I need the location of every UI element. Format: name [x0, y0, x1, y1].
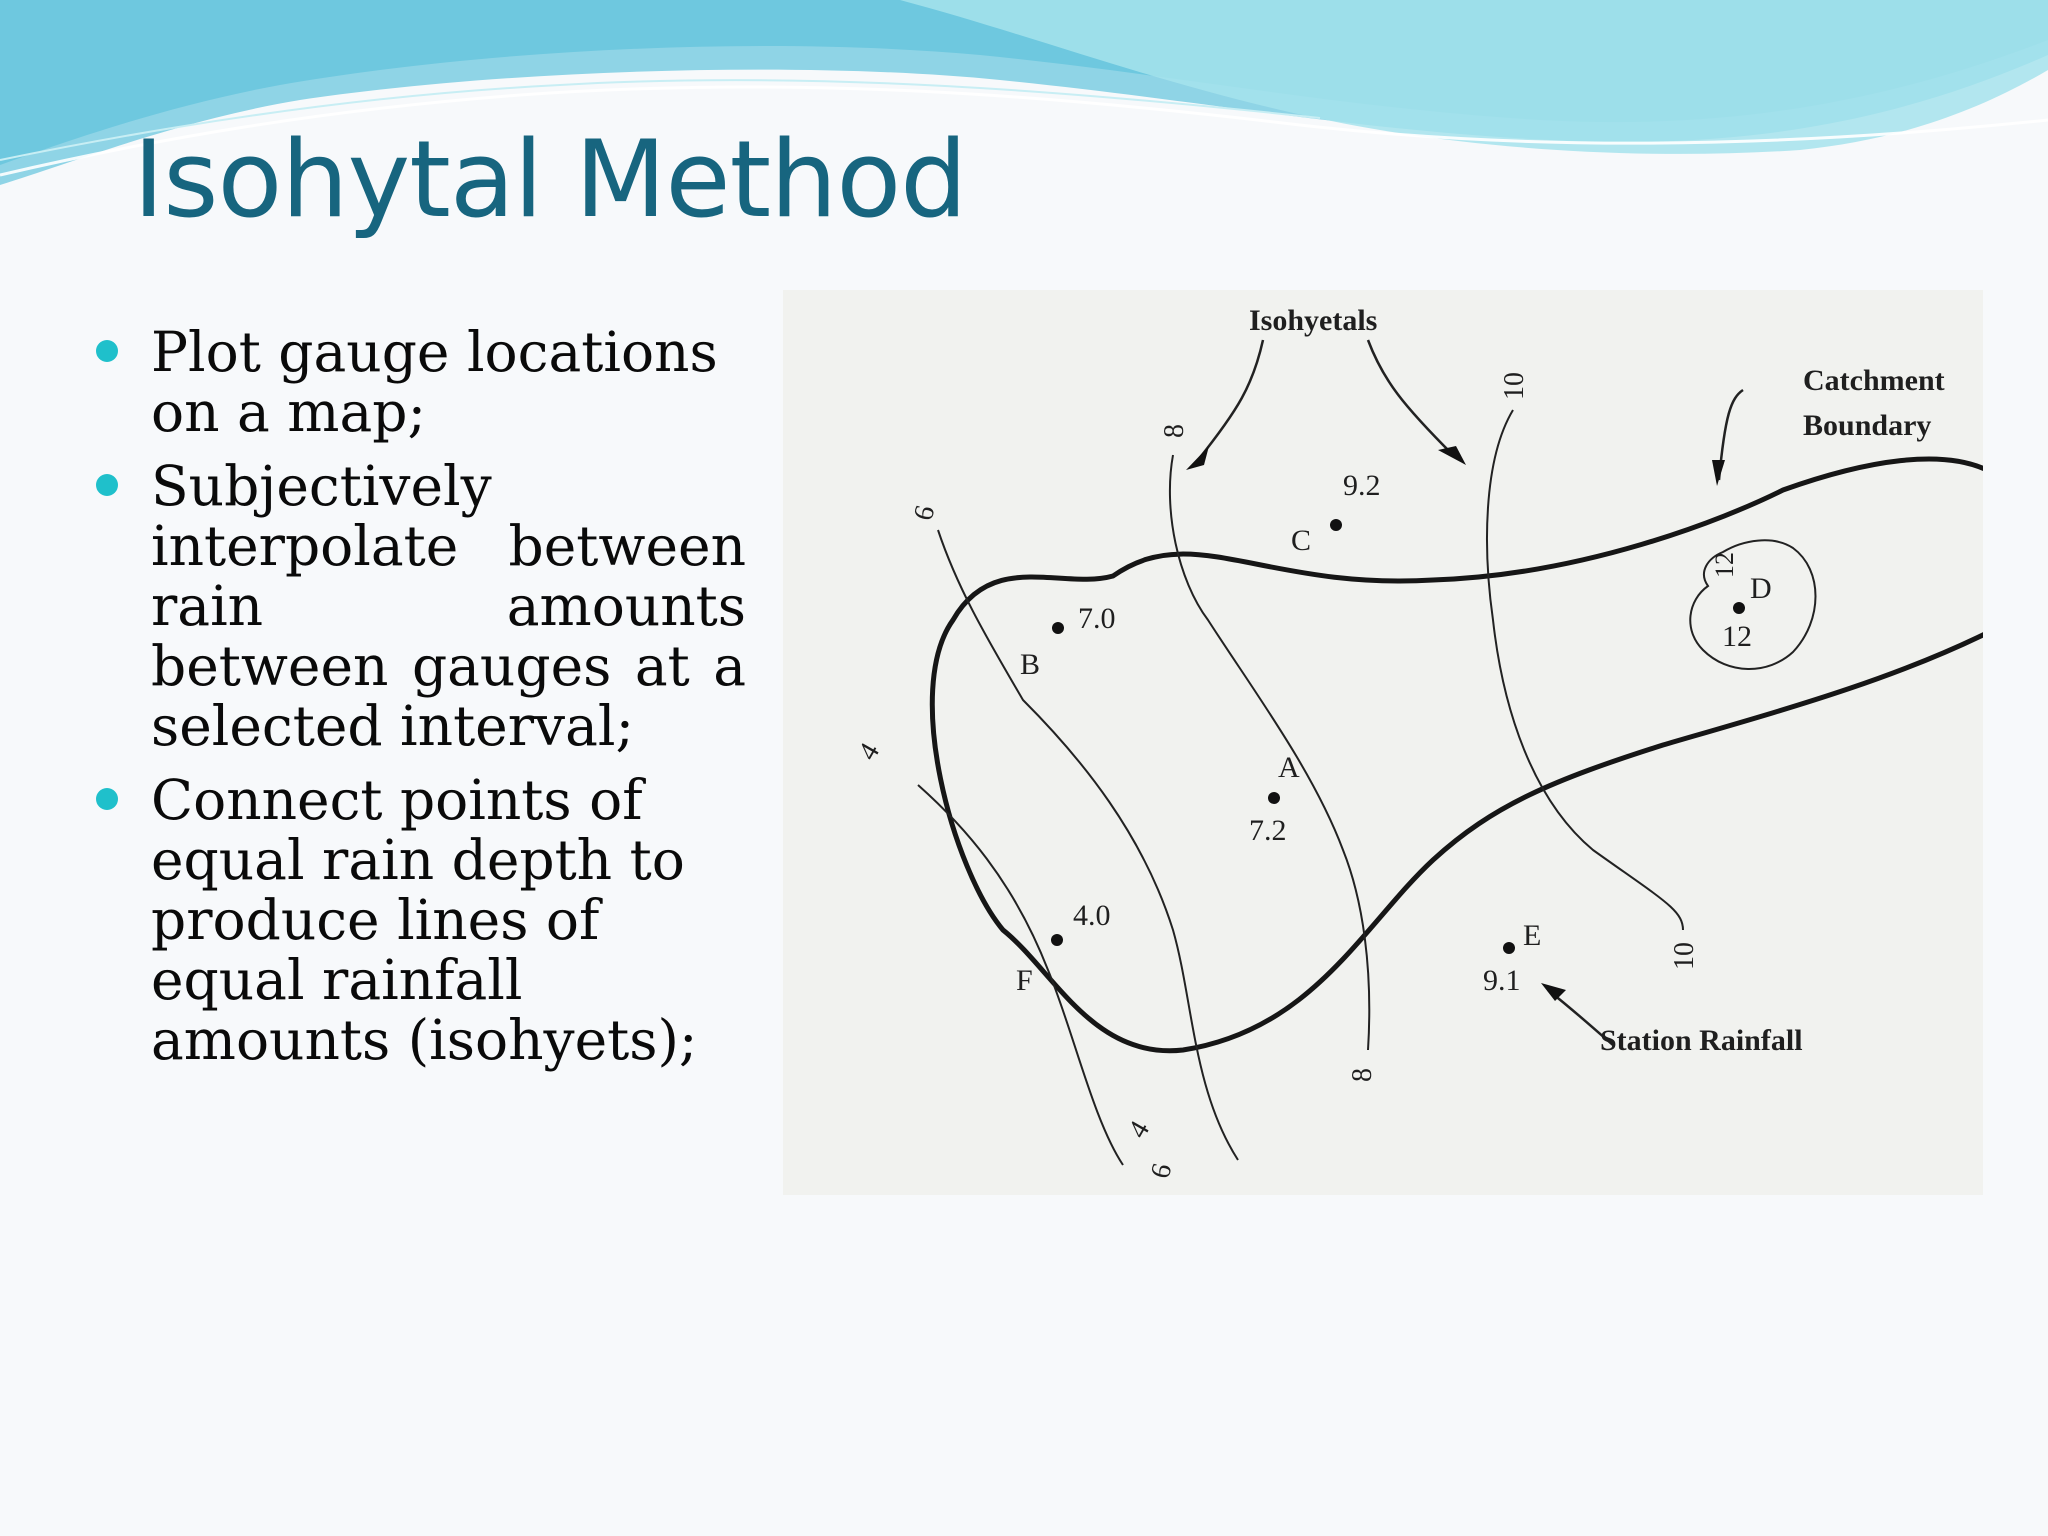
bullet-item [96, 322, 746, 442]
isohyet-6-label-top: 6 [907, 502, 942, 524]
station-d-value: 12 [1722, 620, 1752, 653]
bullet-item [96, 770, 746, 1070]
isohyetal-map [783, 290, 1983, 1195]
station-b-dot [1052, 622, 1064, 634]
bullet-dot-icon [96, 474, 118, 496]
bullet-list [96, 322, 746, 1084]
isohyet-6-label-bottom: 6 [1144, 1160, 1179, 1182]
station-rainfall-label: Station Rainfall [1600, 1024, 1803, 1057]
catchment-label-line1: Catchment [1803, 364, 1945, 397]
station-f-value: 4.0 [1073, 899, 1111, 932]
station-a-dot [1268, 792, 1280, 804]
isohyetal-map-figure [783, 290, 1983, 1195]
isohyet-12-label: 12 [1710, 552, 1739, 578]
bullet-item [96, 456, 746, 756]
bullet-text: Subjectively interpolate between rain amounts between gauges at a selected interval; [151, 454, 746, 758]
bullet-text: Plot gauge locations on a map; [151, 320, 718, 444]
station-b-value: 7.0 [1078, 602, 1116, 635]
slide-title: Isohytal Method [133, 118, 967, 241]
station-e-value: 9.1 [1483, 964, 1521, 997]
isohyet-10-label-bottom: 10 [1669, 942, 1700, 970]
station-f-dot [1051, 934, 1063, 946]
station-d-dot [1733, 602, 1745, 614]
station-b-id: B [1020, 648, 1041, 681]
bullet-dot-icon [96, 788, 118, 810]
station-d-id: D [1750, 572, 1772, 605]
isohyet-8-label-bottom: 8 [1347, 1068, 1378, 1082]
bullet-dot-icon [96, 340, 118, 362]
catchment-label-line2: Boundary [1803, 409, 1932, 442]
station-e-id: E [1523, 919, 1542, 952]
station-c-id: C [1291, 524, 1312, 557]
station-f-id: F [1016, 964, 1033, 997]
isohyet-4-label-bottom: 4 [1122, 1115, 1157, 1144]
isohyetals-label: Isohyetals [1249, 304, 1378, 337]
isohyet-4-label-top: 4 [852, 737, 887, 766]
bullet-text: Connect points of equal rain depth to produce lines of equal rainfall amounts (isohyets); [151, 768, 698, 1072]
station-e-dot [1503, 942, 1515, 954]
station-a-id: A [1278, 751, 1300, 784]
station-c-dot [1330, 519, 1342, 531]
isohyet-10-label-top: 10 [1499, 372, 1530, 400]
isohyet-8-label-top: 8 [1159, 424, 1190, 438]
station-a-value: 7.2 [1249, 814, 1287, 847]
station-c-value: 9.2 [1343, 469, 1381, 502]
